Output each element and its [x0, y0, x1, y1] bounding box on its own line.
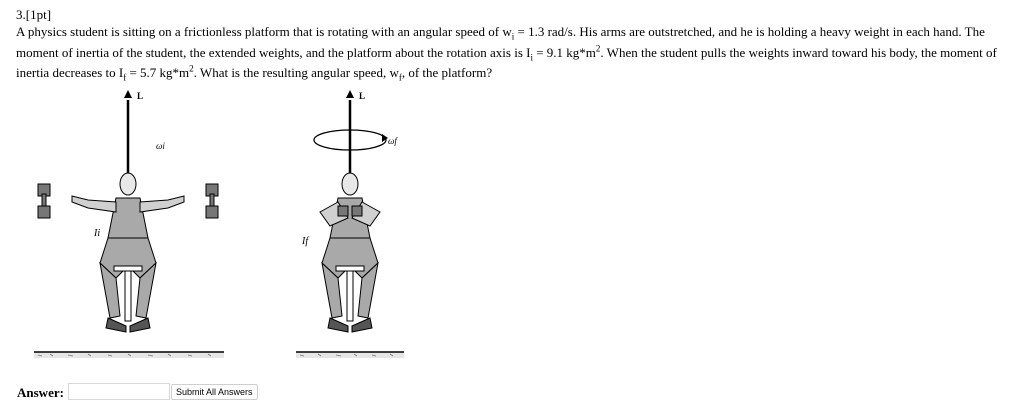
answer-input[interactable]	[68, 383, 170, 400]
rotation-axis	[314, 90, 388, 173]
question-number: 3.[1pt]	[16, 7, 52, 22]
subscript: i	[530, 52, 533, 63]
subscript: i	[511, 31, 515, 42]
question-text-part: = 1.3 rad/s. His arms are outstretched, and he is holding a heavy weight in each hand. The moment of inertia of the student, the extended weights, and the platform about the rotation axis is I	[16, 24, 985, 60]
figure-arms-extended	[28, 88, 228, 368]
question-text-part: = 9.1 kg*m	[532, 44, 596, 60]
subscript: f	[123, 72, 127, 83]
omega-label: ωf	[388, 136, 397, 146]
rotation-axis	[124, 90, 132, 173]
question-text-part: A physics student is sitting on a frictionless platform that is rotating with an angular speed of w	[16, 24, 512, 39]
question-text-part: . What is the resulting angular speed, w	[193, 65, 399, 80]
axis-label-L: L	[359, 91, 366, 101]
omega-label: ωi	[156, 141, 165, 151]
figure-arms-pulled-in	[290, 88, 410, 368]
ground	[34, 352, 224, 358]
question-text-part: . When the student pulls the weights inward toward his body, the moment of inertia decreases to I	[16, 44, 997, 80]
superscript: 2	[595, 43, 601, 54]
student-figure	[320, 173, 380, 332]
question-text-part: = 5.7 kg*m	[126, 65, 190, 80]
student-figure	[38, 173, 218, 332]
answer-label: Answer:	[17, 385, 64, 400]
submit-all-answers-button[interactable]: Submit All Answers	[171, 384, 258, 400]
inertia-label: Ii	[94, 228, 101, 239]
superscript: 2	[189, 63, 194, 74]
question-text-part: , of the platform?	[401, 65, 493, 80]
axis-label-L: L	[137, 91, 144, 101]
inertia-label: If	[302, 236, 309, 247]
subscript: f	[398, 72, 402, 83]
question-text	[16, 22, 1016, 84]
ground	[296, 352, 404, 358]
